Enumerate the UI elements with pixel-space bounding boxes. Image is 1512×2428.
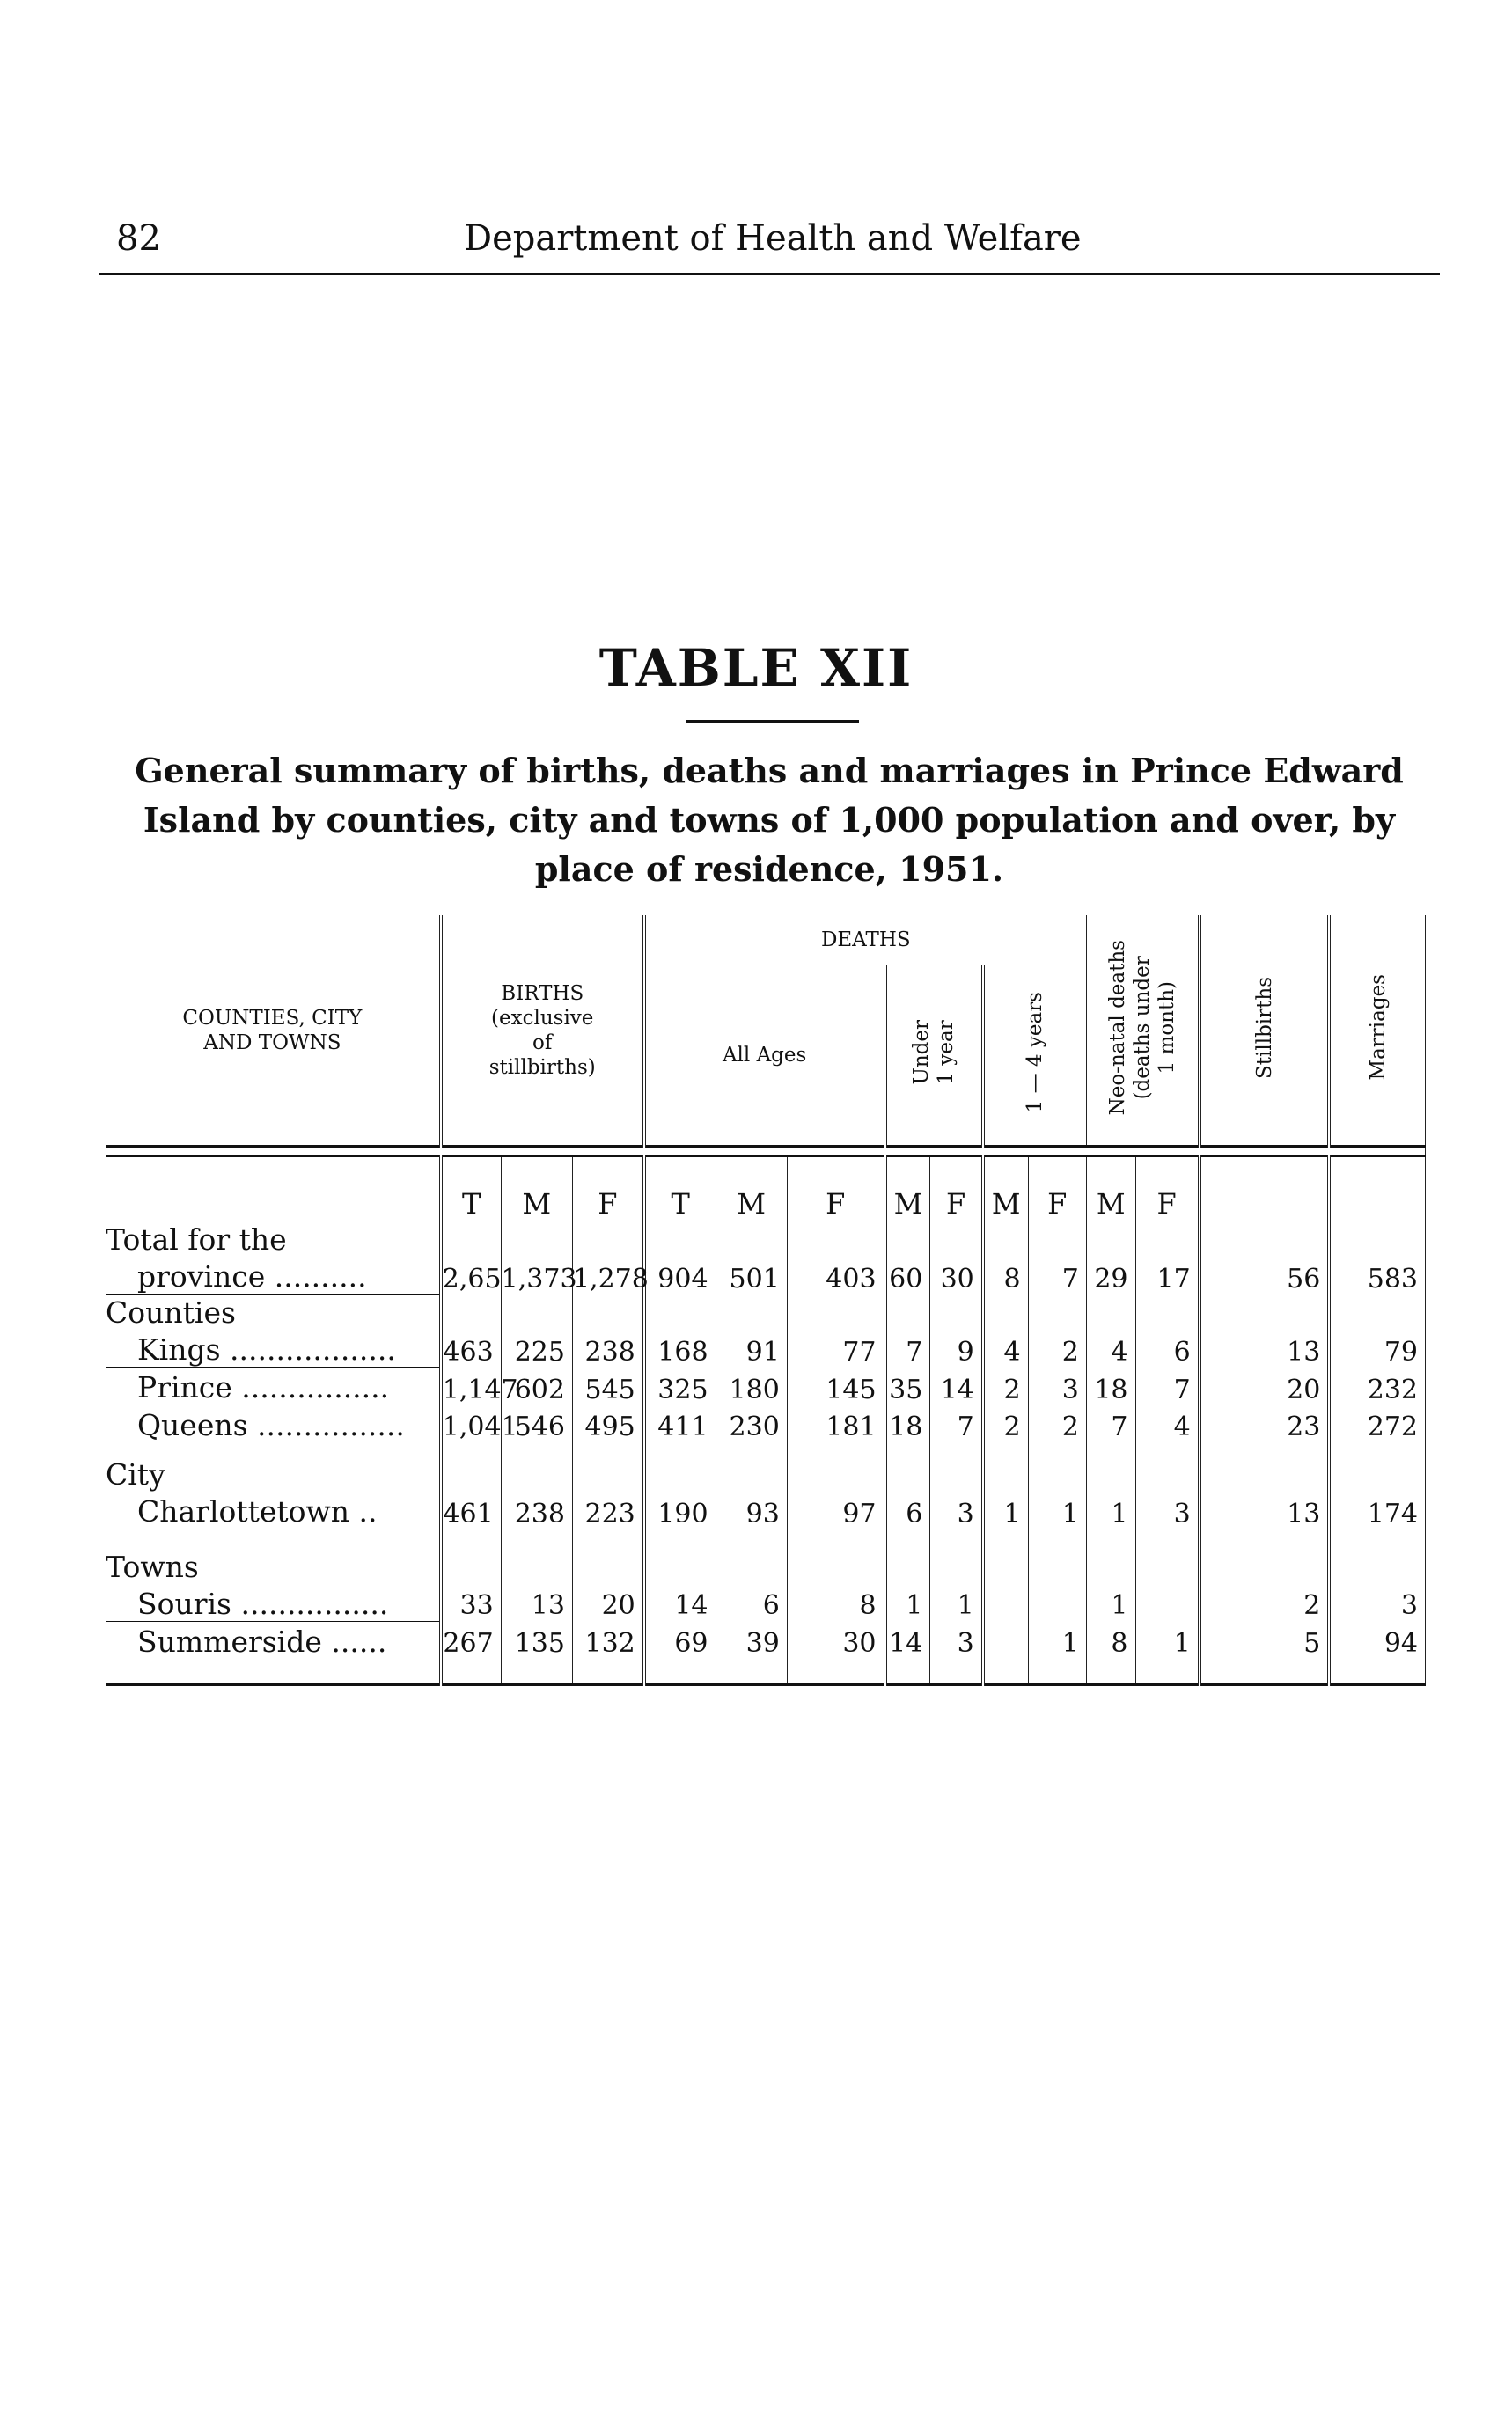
value-cell (1135, 1584, 1200, 1622)
section-label: Towns (106, 1529, 441, 1584)
value-cell: 7 (885, 1330, 930, 1368)
value-cell: 17 (1135, 1257, 1200, 1295)
value-cell: 238 (501, 1492, 572, 1529)
value-cell: 20 (1200, 1368, 1330, 1405)
table-row (106, 1368, 1426, 1405)
section-label: City (106, 1442, 441, 1492)
value-cell: 2 (1028, 1405, 1086, 1443)
sub-header-cell: F (1028, 1156, 1086, 1221)
value-cell: 3 (930, 1621, 983, 1659)
table-row (106, 1492, 1426, 1529)
value-cell: 904 (644, 1257, 716, 1295)
value-cell: 3 (1028, 1368, 1086, 1405)
sub-header-blank (1200, 1156, 1330, 1221)
row-label: Souris ................ (106, 1584, 441, 1622)
row-label-text: province (137, 1259, 266, 1294)
summary-table-wrap (106, 915, 1426, 1686)
row-label-text: Kings (137, 1332, 221, 1367)
value-cell: 4 (1086, 1330, 1135, 1368)
row-label-text: Souris (137, 1586, 231, 1621)
value-cell: 495 (572, 1405, 643, 1443)
sub-header-cell: F (787, 1156, 884, 1221)
value-cell: 1 (1028, 1621, 1086, 1659)
under-1-column-header (885, 965, 983, 1147)
value-cell: 232 (1329, 1368, 1425, 1405)
value-cell: 3 (930, 1492, 983, 1529)
sub-header-cell: M (983, 1156, 1028, 1221)
value-cell: 1,278 (572, 1257, 643, 1295)
value-cell: 13 (501, 1584, 572, 1622)
sub-header-cell: T (644, 1156, 716, 1221)
marriages-column-header (1329, 915, 1425, 1147)
value-cell: 223 (572, 1492, 643, 1529)
sub-header-cell: M (1086, 1156, 1135, 1221)
value-cell (983, 1584, 1028, 1622)
value-cell: 5 (1200, 1621, 1330, 1659)
all-ages-header-text: All Ages (722, 1044, 807, 1067)
value-cell: 6 (1135, 1330, 1200, 1368)
value-cell: 8 (787, 1584, 884, 1622)
row-label-text: Queens (137, 1408, 248, 1442)
value-cell: 1 (1135, 1621, 1200, 1659)
value-cell: 93 (716, 1492, 787, 1529)
value-cell: 545 (572, 1368, 643, 1405)
value-cell: 1 (1086, 1584, 1135, 1622)
value-cell: 1 (1028, 1492, 1086, 1529)
row-label: Queens ................ (106, 1405, 441, 1443)
row-label-text: Prince (137, 1370, 232, 1405)
one-to-four-column-header (983, 965, 1087, 1147)
table-caption: General summary of births, deaths and marriages in Prince Edward Island by counties, city and towns of 1,000 population and over, by place of residence, 1951. (135, 751, 1404, 889)
value-cell: 77 (787, 1330, 884, 1368)
value-cell: 463 (441, 1330, 501, 1368)
table-row (106, 1529, 1426, 1584)
value-cell: 91 (716, 1330, 787, 1368)
page-number: 82 (116, 218, 161, 259)
value-cell: 94 (1329, 1621, 1425, 1659)
value-cell: 20 (572, 1584, 643, 1622)
value-cell: 181 (787, 1405, 884, 1443)
value-cell: 97 (787, 1492, 884, 1529)
deaths-header-text: DEATHS (820, 928, 911, 951)
value-cell: 7 (1135, 1368, 1200, 1405)
table-row (106, 1221, 1426, 1258)
value-cell (1028, 1584, 1086, 1622)
table-row (106, 1442, 1426, 1492)
area-header-text: COUNTIES, CITY AND TOWNS (182, 1006, 363, 1054)
sub-header-cell: F (930, 1156, 983, 1221)
value-cell: 14 (644, 1584, 716, 1622)
sub-header-blank (1329, 1156, 1425, 1221)
value-cell: 1,147 (441, 1368, 501, 1405)
deaths-column-header (644, 915, 1087, 965)
neo-natal-header-text: Neo-natal deaths (deaths under 1 month) (1105, 939, 1178, 1116)
value-cell: 7 (1028, 1257, 1086, 1295)
sub-header-row (106, 1156, 1426, 1221)
value-cell: 79 (1329, 1330, 1425, 1368)
table-row (106, 1584, 1426, 1622)
table-row (106, 1621, 1426, 1659)
value-cell: 13 (1200, 1330, 1330, 1368)
neo-natal-column-header (1086, 915, 1199, 1147)
section-label: Counties (106, 1295, 441, 1331)
value-cell: 7 (930, 1405, 983, 1443)
value-cell: 1,041 (441, 1405, 501, 1443)
row-label: province .......... (106, 1257, 441, 1295)
page-header (99, 218, 1440, 275)
stillbirths-header-text: Stillbirths (1252, 976, 1276, 1079)
value-cell: 7 (1086, 1405, 1135, 1443)
value-cell: 132 (572, 1621, 643, 1659)
value-cell: 23 (1200, 1405, 1330, 1443)
value-cell: 230 (716, 1405, 787, 1443)
value-cell: 1 (885, 1584, 930, 1622)
table-row (106, 1295, 1426, 1331)
value-cell: 411 (644, 1405, 716, 1443)
value-cell: 238 (572, 1330, 643, 1368)
value-cell: 56 (1200, 1257, 1330, 1295)
value-cell: 1 (930, 1584, 983, 1622)
sub-header-cell: M (501, 1156, 572, 1221)
value-cell: 30 (930, 1257, 983, 1295)
value-cell: 602 (501, 1368, 572, 1405)
sub-header-cell: F (572, 1156, 643, 1221)
value-cell: 29 (1086, 1257, 1135, 1295)
sub-header-cell: T (441, 1156, 501, 1221)
births-column-header (441, 915, 644, 1147)
row-label: Charlottetown .. (106, 1492, 441, 1529)
marriages-header-text: Marriages (1366, 974, 1390, 1081)
sub-header-blank (106, 1156, 441, 1221)
value-cell (983, 1621, 1028, 1659)
births-header-text: BIRTHS (exclusive of stillbirths) (488, 981, 596, 1079)
value-cell: 583 (1329, 1257, 1425, 1295)
value-cell: 35 (885, 1368, 930, 1405)
one-to-four-header-text: 1 — 4 years (1024, 992, 1047, 1113)
sub-header-cell: F (1135, 1156, 1200, 1221)
value-cell: 2 (1200, 1584, 1330, 1622)
row-label-text: Charlottetown (137, 1494, 350, 1529)
value-cell: 4 (983, 1330, 1028, 1368)
title-rule (686, 720, 859, 723)
summary-table (106, 915, 1426, 1686)
under-1-header-text: Under 1 year (910, 1020, 958, 1085)
value-cell: 8 (1086, 1621, 1135, 1659)
value-cell: 30 (787, 1621, 884, 1659)
value-cell: 225 (501, 1330, 572, 1368)
value-cell: 272 (1329, 1405, 1425, 1443)
table-title: TABLE XII (598, 638, 914, 698)
value-cell: 60 (885, 1257, 930, 1295)
value-cell: 2 (983, 1405, 1028, 1443)
value-cell: 546 (501, 1405, 572, 1443)
value-cell: 2 (1028, 1330, 1086, 1368)
value-cell: 9 (930, 1330, 983, 1368)
value-cell: 18 (885, 1405, 930, 1443)
value-cell: 6 (716, 1584, 787, 1622)
value-cell: 1 (983, 1492, 1028, 1529)
value-cell: 267 (441, 1621, 501, 1659)
value-cell: 13 (1200, 1492, 1330, 1529)
value-cell: 8 (983, 1257, 1028, 1295)
value-cell: 33 (441, 1584, 501, 1622)
value-cell: 18 (1086, 1368, 1135, 1405)
value-cell: 168 (644, 1330, 716, 1368)
area-column-header (106, 915, 441, 1147)
value-cell: 145 (787, 1368, 884, 1405)
value-cell: 4 (1135, 1405, 1200, 1443)
value-cell: 14 (930, 1368, 983, 1405)
value-cell: 1,373 (501, 1257, 572, 1295)
row-label: Summerside ...... (106, 1621, 441, 1659)
value-cell: 174 (1329, 1492, 1425, 1529)
value-cell: 3 (1329, 1584, 1425, 1622)
row-label-text: Summerside (137, 1624, 322, 1659)
value-cell: 14 (885, 1621, 930, 1659)
sub-header-cell: M (885, 1156, 930, 1221)
stillbirths-column-header (1200, 915, 1330, 1147)
value-cell: 190 (644, 1492, 716, 1529)
sub-header-cell: M (716, 1156, 787, 1221)
running-title: Department of Health and Welfare (464, 218, 1082, 259)
row-label: Prince ................ (106, 1368, 441, 1405)
value-cell: 6 (885, 1492, 930, 1529)
value-cell: 2 (983, 1368, 1028, 1405)
table-row (106, 1405, 1426, 1443)
table-bottom-row (106, 1659, 1426, 1685)
value-cell: 325 (644, 1368, 716, 1405)
value-cell: 180 (716, 1368, 787, 1405)
value-cell: 501 (716, 1257, 787, 1295)
table-row (106, 1257, 1426, 1295)
value-cell: 39 (716, 1621, 787, 1659)
table-row (106, 1330, 1426, 1368)
value-cell: 461 (441, 1492, 501, 1529)
value-cell: 69 (644, 1621, 716, 1659)
value-cell: 3 (1135, 1492, 1200, 1529)
value-cell: 2,651 (441, 1257, 501, 1295)
all-ages-column-header (644, 965, 885, 1147)
row-label: Total for the (106, 1221, 441, 1258)
value-cell: 1 (1086, 1492, 1135, 1529)
row-label: Kings .................. (106, 1330, 441, 1368)
value-cell: 135 (501, 1621, 572, 1659)
value-cell: 403 (787, 1257, 884, 1295)
